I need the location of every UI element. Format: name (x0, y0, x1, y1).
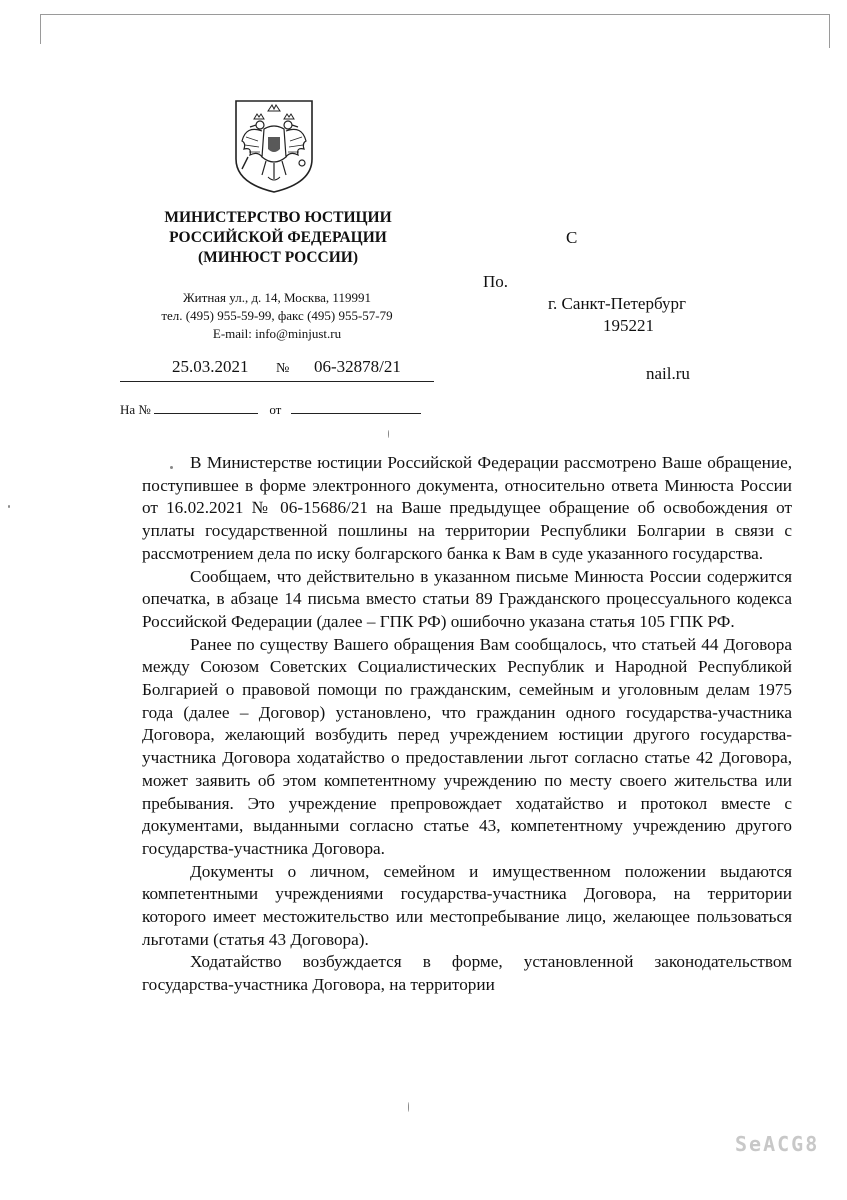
email-line: E-mail: info@minjust.ru (212, 326, 342, 341)
address-line: Житная ул., д. 14, Москва, 119991 (183, 290, 371, 305)
coat-of-arms-emblem (232, 97, 316, 195)
letter-body (142, 452, 792, 997)
scan-border-top (40, 14, 830, 15)
ministry-name (130, 208, 426, 268)
scan-border-right (829, 14, 830, 48)
scan-speck (8, 505, 10, 508)
reference-row (120, 401, 421, 418)
scan-speck (408, 1102, 409, 1112)
ministry-address (120, 289, 434, 343)
recipient-postcode: 195221 (603, 316, 654, 335)
reference-number-blank (154, 401, 258, 414)
registration-date: 25.03.2021 (172, 357, 249, 376)
body-paragraph: Ходатайство возбуждается в форме, установленной законодательством государства-участника Договора, на территории (142, 952, 792, 995)
body-paragraph: Ранее по существу Вашего обращения Вам сообщалось, что статьей 44 Договора между Союзом Советских Социалистических Республик и Народной Республикой Болгарией о правовой помощи по гражданским, семейным и уголовным делам 1975 года (далее – Договор) установлено, что гражданин одного государства-участника Договора, желающий возбудить перед учреждением юстиции другого государства-участника Договора ходатайство о предоставлении льгот согласно статье 42 Договора, может заявить об этом компетентному учреждению по месту своего жительства или пребывания. Это учреждение препровождает ходатайство и протокол вместе с документами, выданными согласно статье 43, компетентному учреждению другого государства-участника Договора. (142, 634, 792, 858)
body-paragraph: Документы о личном, семейном и имущественном положении выдаются компетентными учреждениями государства-участника Договора, на территории которого имеет местожительство или местопребывание лицо, желающее пользоваться льготами (статья 43 Договора). (142, 861, 792, 949)
ministry-name-line: РОССИЙСКОЙ ФЕДЕРАЦИИ (169, 229, 387, 246)
registration-number: 06-32878/21 (314, 357, 401, 376)
reference-from-label: от (269, 402, 282, 417)
reference-date-blank (291, 401, 421, 414)
scan-border-left (40, 14, 41, 44)
scan-speck (388, 430, 389, 438)
body-paragraph: Сообщаем, что действительно в указанном письме Минюста России содержится опечатка, в абзаце 14 письма вместо статьи 89 Гражданского процессуального кодекса Российской Федерации (далее – ГПК РФ) ошибочно указана статья 105 ГПК РФ. (142, 566, 792, 631)
reference-label: На № (120, 402, 151, 417)
recipient-email: nail.ru (646, 364, 690, 383)
registration-number-label: № (276, 361, 290, 376)
phone-fax-line: тел. (495) 955-59-99, факс (495) 955-57-79 (161, 308, 393, 323)
ministry-name-line: (МИНЮСТ РОССИИ) (197, 249, 359, 266)
recipient-address: По. (483, 272, 509, 291)
recipient-city: г. Санкт-Петербург (548, 294, 686, 313)
page-code-stamp: SeACG8 (735, 1132, 820, 1156)
double-headed-eagle-icon (232, 97, 316, 195)
scan-speck (170, 466, 173, 469)
recipient-name: С (566, 228, 578, 247)
ministry-name-line: МИНИСТЕРСТВО ЮСТИЦИИ (164, 209, 392, 226)
body-paragraph: В Министерстве юстиции Российской Федерации рассмотрено Ваше обращение, поступившее в форме электронного документа, относительно ответа Минюста России от 16.02.2021 № 06-15686/21 на Ваше предыдущее обращение об освобождения от уплаты государственной пошлины на территории Республики Болгарии в связи с рассмотрением дела по иску болгарского банка к Вам в суде указанного государства. (142, 453, 792, 563)
